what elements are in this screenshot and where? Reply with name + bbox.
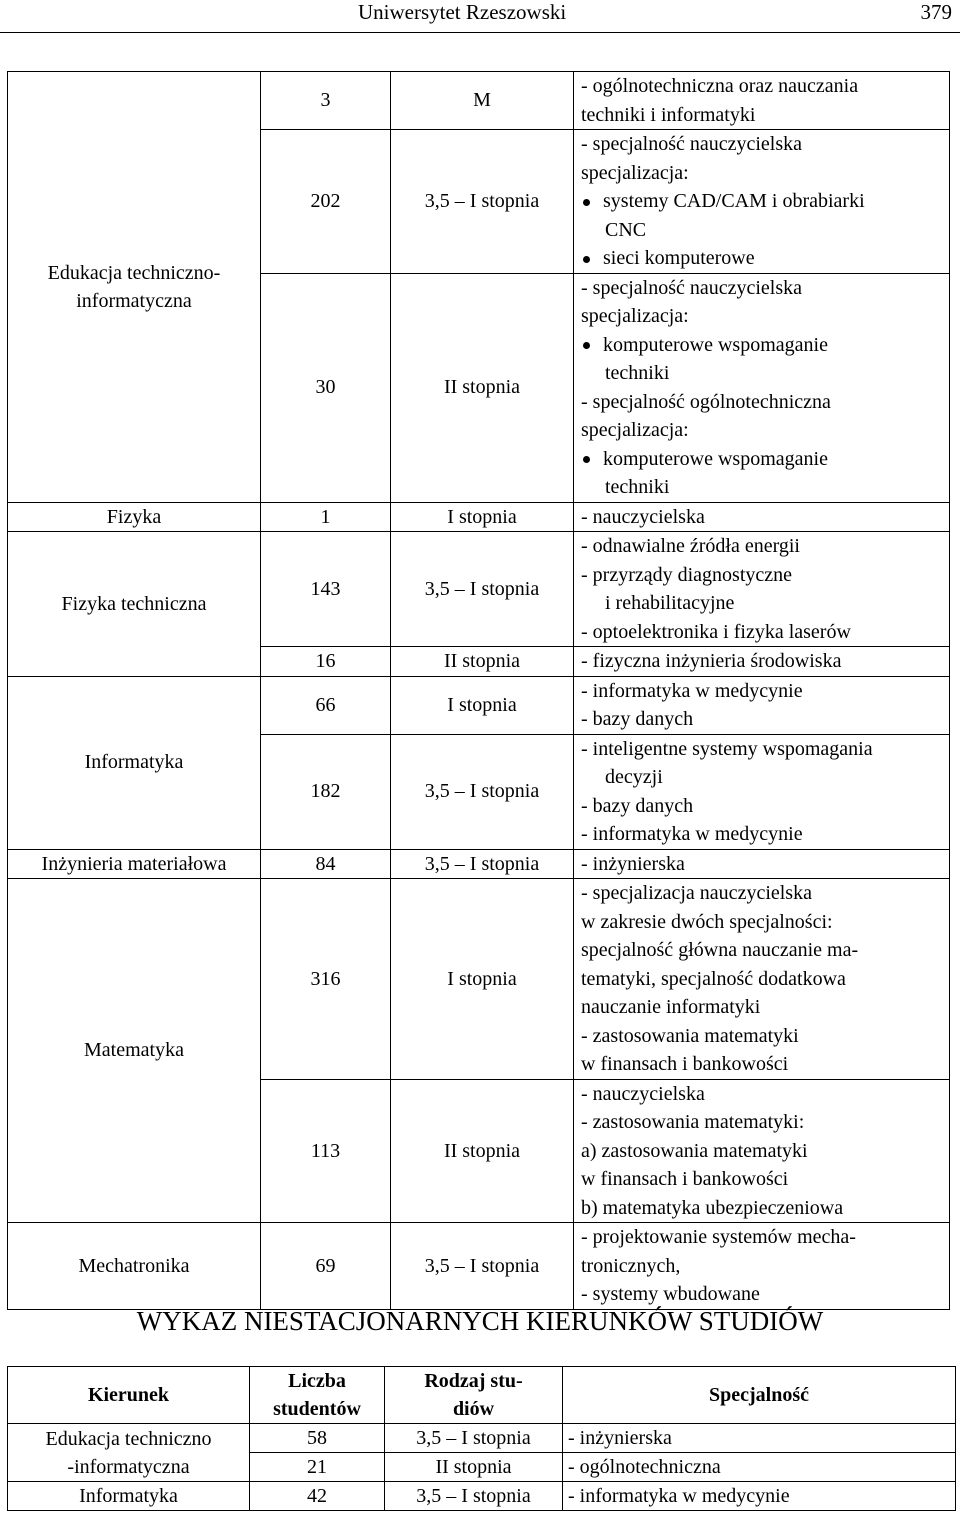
bullet-item [581,187,949,216]
liczba-cell: 69 [261,1223,391,1310]
header-liczba [250,1367,385,1424]
spec-line: w zakresie dwóch specjalności: [581,910,833,933]
specjalnosc-cell: - inżynierska [563,1424,956,1453]
header-kierunek: Kierunek [8,1367,250,1424]
rodzaj-cell: 3,5 – I stopnia [385,1482,563,1511]
bullet-item [581,244,949,273]
bullet-item [581,445,949,474]
header-rodzaj [385,1367,563,1424]
table-row [8,1482,956,1511]
spec-line: - bazy danych [581,708,694,730]
spec-line: - ogólnotechniczna oraz nauczania [581,75,859,97]
spec-line: specjalność główna nauczanie ma- [581,939,859,961]
header-line: diów [452,1398,495,1420]
bullet-icon [581,331,603,360]
spec-line: - odnawialne źródła energii [581,535,800,557]
liczba-cell: 84 [261,849,391,879]
specjalnosc-cell [574,72,950,130]
header-line: studentów [273,1398,361,1420]
table-row [8,879,950,1080]
header-line: Rodzaj stu- [424,1370,523,1392]
rodzaj-cell: II stopnia [385,1453,563,1482]
university-name: Uniwersytet Rzeszowski [358,0,567,24]
liczba-cell: 58 [250,1424,385,1453]
bullet-icon [581,187,603,216]
spec-line: techniki i informatyki [581,103,756,126]
specjalnosc-cell: - ogólnotechniczna [563,1453,956,1482]
specjalnosc-cell [574,676,950,734]
specjalnosc-cell [574,1079,950,1223]
spec-line: komputerowe wspomaganie [603,447,828,470]
spec-line: nauczanie informatyki [581,996,761,1018]
specjalnosc-cell [574,130,950,274]
non-stationary-studies-table [7,1366,956,1511]
spec-line: tronicznych, [581,1254,681,1277]
spec-line: - przyrządy diagnostyczne [581,563,793,586]
specjalnosc-cell [574,734,950,849]
header-specjalnosc: Specjalność [563,1367,956,1424]
spec-line: w finansach i bankowości [581,1168,789,1190]
specjalnosc-cell [574,273,950,502]
spec-line: sieci komputerowe [603,247,755,269]
spec-line: - zastosowania matematyki [581,1024,799,1047]
spec-line: i rehabilitacyjne [605,592,735,614]
spec-line: - projektowanie systemów mecha- [581,1226,856,1248]
specjalnosc-cell [574,1223,950,1310]
page-number: 379 [920,0,952,24]
liczba-cell: 16 [261,647,391,677]
spec-line: specjalizacja: [581,419,689,441]
table-row [8,1223,950,1310]
bullet-icon [581,445,603,474]
liczba-cell: 182 [261,734,391,849]
table-header-row [8,1367,956,1424]
spec-line: systemy CAD/CAM i obrabiarki [603,190,865,212]
liczba-cell: 30 [261,273,391,502]
specjalnosc-cell [574,879,950,1080]
specjalnosc-cell: - informatyka w medycynie [563,1482,956,1511]
rodzaj-cell: 3,5 – I stopnia [391,734,574,849]
liczba-cell: 202 [261,130,391,274]
table-row [8,676,950,734]
liczba-cell: 113 [261,1079,391,1223]
specjalnosc-cell: - nauczycielska [574,502,950,532]
liczba-cell: 316 [261,879,391,1080]
bullet-item [581,331,949,360]
rodzaj-cell: 3,5 – I stopnia [391,130,574,274]
spec-line: - informatyka w medycynie [581,823,803,845]
liczba-cell: 66 [261,676,391,734]
spec-line: specjalizacja: [581,161,689,184]
bullet-icon [581,244,603,273]
liczba-cell: 1 [261,502,391,532]
spec-line: - systemy wbudowane [581,1283,760,1305]
stationary-studies-table [7,71,950,1310]
kierunek-cell: Mechatronika [8,1223,261,1310]
spec-line: - specjalność ogólnotechniczna [581,390,831,413]
spec-line: - specjalność nauczycielska [581,133,803,155]
kierunek-cell: Fizyka [8,502,261,532]
liczba-cell: 21 [250,1453,385,1482]
table-row [8,72,950,130]
kierunek-cell: Inżynieria materiałowa [8,849,261,879]
table-row [8,502,950,532]
page-header [0,0,960,33]
spec-line: - specjalność nauczycielska [581,276,803,299]
specjalnosc-cell [574,532,950,647]
liczba-cell: 42 [250,1482,385,1511]
spec-line: - specjalizacja nauczycielska [581,882,812,904]
kierunek-cell: Edukacja techniczno -informatyczna [8,1424,250,1482]
spec-line: CNC [605,218,647,241]
spec-line: - bazy danych [581,794,694,817]
specjalnosc-cell: - inżynierska [574,849,950,879]
rodzaj-cell: 3,5 – I stopnia [391,532,574,647]
spec-line: b) matematyka ubezpieczeniowa [581,1196,844,1219]
kierunek-cell: Fizyka techniczna [8,532,261,677]
spec-line: a) zastosowania matematyki [581,1139,808,1162]
table-row [8,1424,956,1453]
kierunek-cell: Matematyka [8,879,261,1223]
specjalnosc-cell: - fizyczna inżynieria środowiska [574,647,950,677]
spec-line: - nauczycielska [581,1082,705,1105]
header-line: Liczba [288,1370,346,1392]
liczba-cell: 143 [261,532,391,647]
spec-line: - zastosowania matematyki: [581,1111,805,1133]
spec-line: specjalizacja: [581,305,689,327]
spec-line: tematyki, specjalność dodatkowa [581,967,846,990]
spec-line: - inteligentne systemy wspomagania [581,737,873,760]
spec-line: - informatyka w medycynie [581,679,803,702]
kierunek-cell: Informatyka [8,1482,250,1511]
rodzaj-cell: I stopnia [391,676,574,734]
kierunek-cell: Edukacja techniczno- informatyczna [8,72,261,503]
rodzaj-cell: II stopnia [391,647,574,677]
table-row [8,849,950,879]
rodzaj-cell: II stopnia [391,273,574,502]
rodzaj-cell: I stopnia [391,502,574,532]
table-row [8,532,950,647]
rodzaj-cell: 3,5 – I stopnia [391,1223,574,1310]
rodzaj-cell: II stopnia [391,1079,574,1223]
section-title: WYKAZ NIESTACJONARNYCH KIERUNKÓW STUDIÓW [136,1306,824,1336]
rodzaj-cell: 3,5 – I stopnia [391,849,574,879]
spec-line: - optoelektronika i fizyka laserów [581,620,851,643]
liczba-cell: 3 [261,72,391,130]
rodzaj-cell: M [391,72,574,130]
kierunek-cell: Informatyka [8,676,261,849]
spec-line: techniki [605,476,670,498]
spec-line: decyzji [605,766,663,788]
rodzaj-cell: I stopnia [391,879,574,1080]
spec-line: w finansach i bankowości [581,1053,789,1075]
spec-line: techniki [605,362,670,384]
rodzaj-cell: 3,5 – I stopnia [385,1424,563,1453]
spec-line: komputerowe wspomaganie [603,333,828,356]
